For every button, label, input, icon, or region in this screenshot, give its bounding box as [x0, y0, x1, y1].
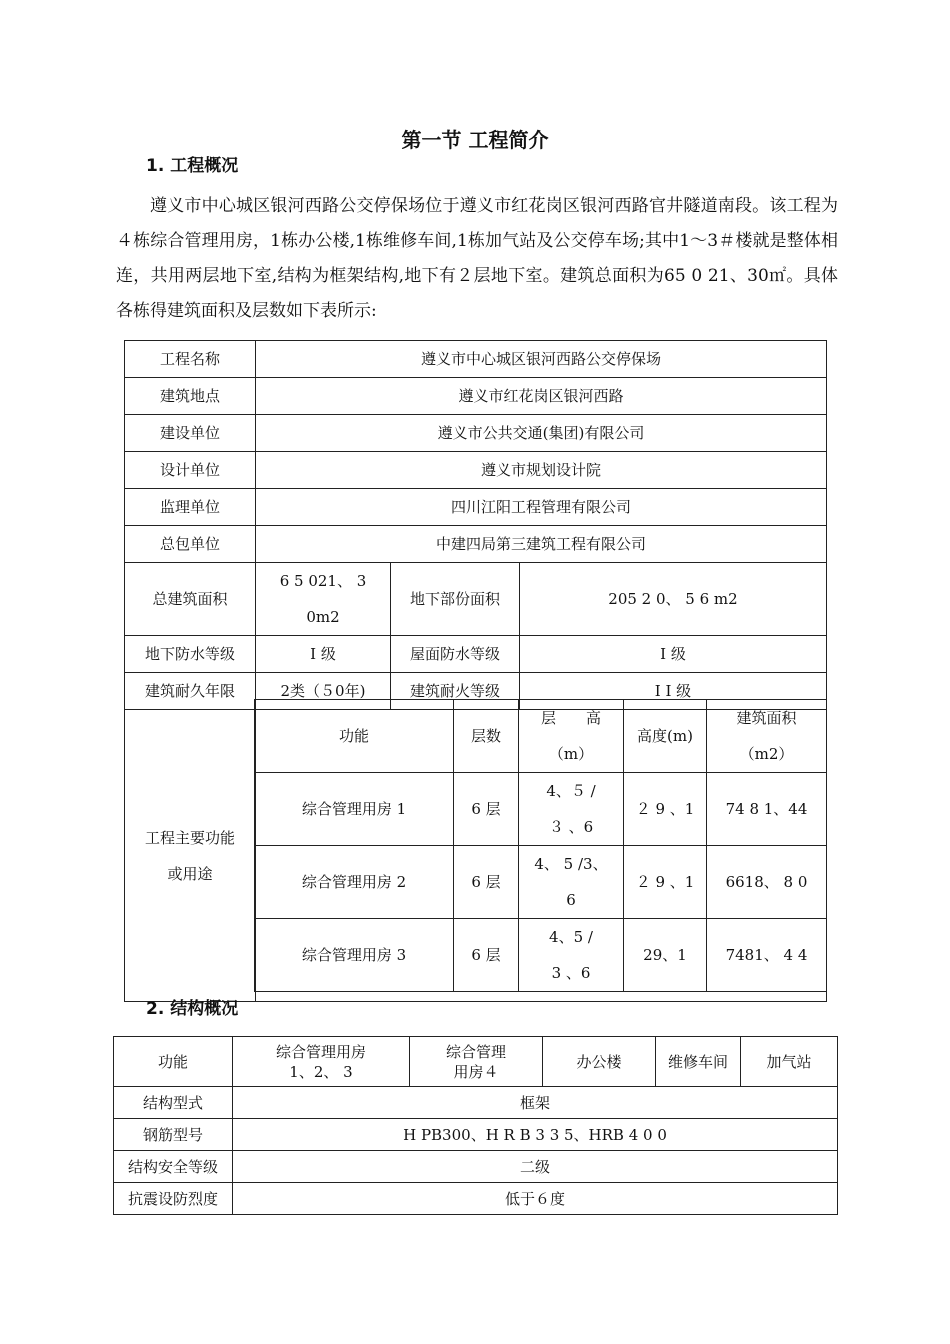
row3-height: 29、1	[624, 919, 707, 992]
value-rebar-type: H PB300、H R B 3 3 5、HRB 4 0 0	[233, 1119, 838, 1151]
value-fire-rating: I I 级	[520, 673, 827, 710]
row3-floor-height-line2: 3 、6	[551, 964, 591, 982]
row3-floors: 6 层	[454, 919, 519, 992]
header-building-4-line1: 综合管理	[445, 1042, 506, 1061]
table-row	[114, 1151, 838, 1183]
header-area-cell	[707, 700, 827, 773]
row1-area: 74 8 1、44	[707, 773, 827, 846]
header-function: 功能	[114, 1037, 233, 1087]
label-contractor: 总包单位	[125, 526, 256, 563]
value-designer: 遵义市规划设计院	[256, 452, 827, 489]
label-roof-waterproof: 屋面防水等级	[391, 636, 520, 673]
label-total-area: 总建筑面积	[125, 563, 256, 636]
value-contractor: 中建四局第三建筑工程有限公司	[256, 526, 827, 563]
row2-floor-height-line2: 6	[566, 891, 576, 909]
label-main-function	[125, 710, 256, 1002]
row1-floors: 6 层	[454, 773, 519, 846]
row3-floor-height	[519, 919, 624, 992]
header-workshop: 维修车间	[656, 1037, 741, 1087]
value-durability: 2类（５0年)	[256, 673, 391, 710]
header-floors-cell: 层数	[454, 700, 519, 773]
label-underground-area: 地下部份面积	[391, 563, 520, 636]
table-row	[114, 1087, 838, 1119]
value-owner: 遵义市公共交通(集团)有限公司	[256, 415, 827, 452]
page-title: 第一节 工程简介	[401, 128, 549, 152]
header-buildings-1-3-line2: 1、2、 3	[289, 1062, 353, 1081]
row1-floor-height-line1: 4、５ /	[546, 782, 596, 800]
value-seismic-intensity: 低于６度	[233, 1183, 838, 1215]
table-row	[255, 919, 827, 992]
row2-floor-height-line1: 4、 5 /3、	[534, 855, 608, 873]
label-rebar-type: 钢筋型号	[114, 1119, 233, 1151]
label-fire-rating: 建筑耐火等级	[391, 673, 520, 710]
label-seismic-intensity: 抗震设防烈度	[114, 1183, 233, 1215]
label-structure-type: 结构型式	[114, 1087, 233, 1119]
header-floor-height-cell-line2: （m）	[548, 745, 594, 763]
header-function-cell: 功能	[255, 700, 454, 773]
label-main-function-line1: 工程主要功能	[144, 828, 235, 847]
value-total-area-line1: 6 5 021、 3	[279, 572, 367, 590]
label-location: 建筑地点	[125, 378, 256, 415]
row1-name: 综合管理用房 1	[255, 773, 454, 846]
header-buildings-1-3-line1: 综合管理用房	[275, 1042, 366, 1061]
label-main-function-line2: 或用途	[167, 864, 213, 883]
value-underground-waterproof: I 级	[256, 636, 391, 673]
function-table	[254, 699, 827, 992]
header-floor-height-cell	[519, 700, 624, 773]
table-row	[114, 1183, 838, 1215]
row1-height: ２ 9 、1	[624, 773, 707, 846]
header-building-4	[410, 1037, 543, 1087]
header-area-line1: 建筑面积	[736, 709, 797, 727]
header-area-line2: （m2）	[739, 745, 794, 763]
row2-floor-height	[519, 846, 624, 919]
row2-height: ２ 9 、1	[624, 846, 707, 919]
value-location: 遵义市红花岗区银河西路	[256, 378, 827, 415]
header-floor-height-cell-line1: 层 高	[540, 709, 601, 727]
header-height-cell: 高度(m)	[624, 700, 707, 773]
label-underground-waterproof: 地下防水等级	[125, 636, 256, 673]
row2-floors: 6 层	[454, 846, 519, 919]
header-building-4-line2: 用房４	[453, 1062, 499, 1081]
header-gas-station: 加气站	[741, 1037, 838, 1087]
table-row	[255, 846, 827, 919]
header-office: 办公楼	[543, 1037, 656, 1087]
value-roof-waterproof: I 级	[520, 636, 827, 673]
table-row	[255, 773, 827, 846]
row2-area: 6618、 8 0	[707, 846, 827, 919]
structure-table	[113, 1036, 838, 1215]
value-supervisor: 四川江阳工程管理有限公司	[256, 489, 827, 526]
label-owner: 建设单位	[125, 415, 256, 452]
section-heading-structure: 2. 结构概况	[146, 999, 239, 1019]
row3-floor-height-line1: 4、5 /	[549, 928, 593, 946]
value-total-area	[256, 563, 391, 636]
value-underground-area: 205 2 0、 5 6 m2	[520, 563, 827, 636]
row1-floor-height-line2: ３ 、6	[548, 818, 594, 836]
table-row	[114, 1119, 838, 1151]
header-buildings-1-3	[233, 1037, 410, 1087]
label-durability: 建筑耐久年限	[125, 673, 256, 710]
row3-name: 综合管理用房 3	[255, 919, 454, 992]
label-project-name: 工程名称	[125, 341, 256, 378]
value-structure-type: 框架	[233, 1087, 838, 1119]
value-total-area-line2: 0m2	[306, 608, 340, 626]
section-heading-overview: 1. 工程概况	[146, 156, 239, 176]
label-safety-grade: 结构安全等级	[114, 1151, 233, 1183]
row1-floor-height	[519, 773, 624, 846]
intro-paragraph: 遵义市中心城区银河西路公交停保场位于遵义市红花岗区银河西路官井隧道南段。该工程为４栋综合管理用房，1栋办公楼,1栋维修车间,1栋加气站及公交停车场;其中1～3＃楼就是整体相连，共用两层地下室,结构为框架结构,地下有２层地下室。建筑总面积为65 0 21、30㎡。具体各栋得建筑面积及层数如下表所示:	[116, 196, 838, 321]
row2-name: 综合管理用房 2	[255, 846, 454, 919]
row3-area: 7481、 4 4	[707, 919, 827, 992]
label-designer: 设计单位	[125, 452, 256, 489]
value-safety-grade: 二级	[233, 1151, 838, 1183]
value-project-name: 遵义市中心城区银河西路公交停保场	[256, 341, 827, 378]
label-supervisor: 监理单位	[125, 489, 256, 526]
